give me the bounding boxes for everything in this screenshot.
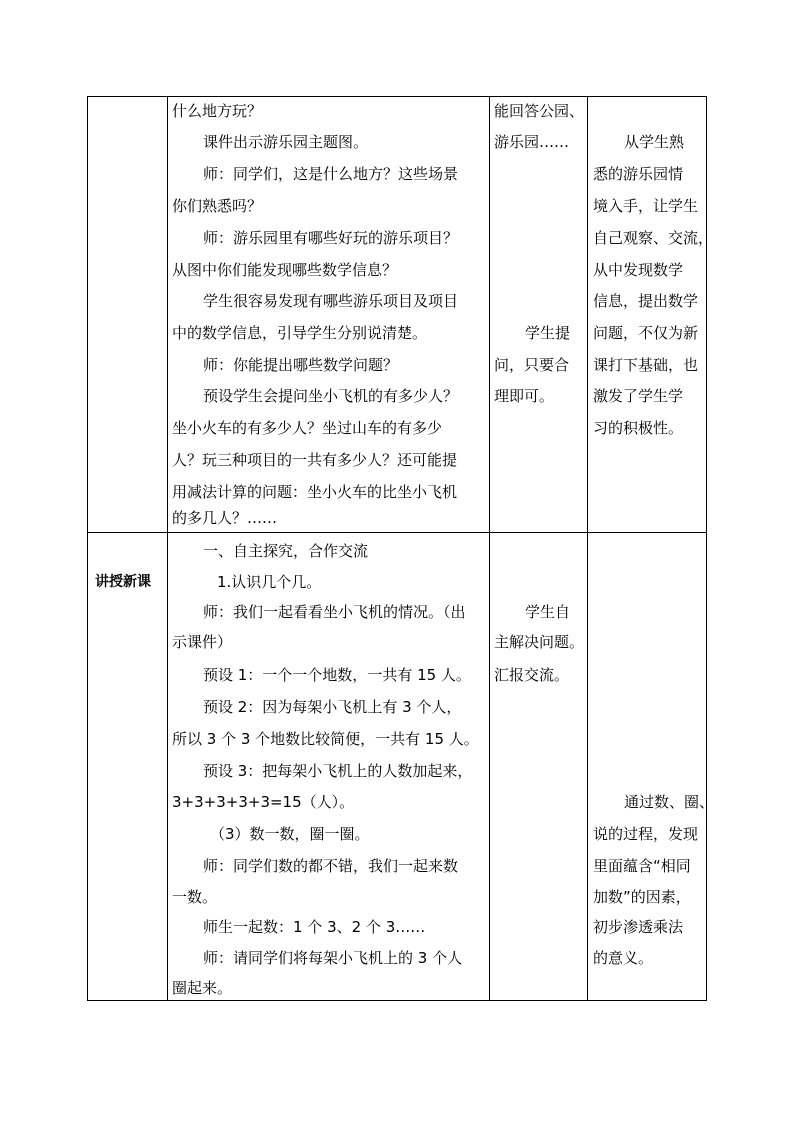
process-line: 圈起来。: [172, 979, 233, 997]
process-line: 预设 2：因为每架小飞机上有 3 个人，: [203, 698, 462, 716]
process-line: 预设学生会提问坐小飞机的有多少人？: [203, 387, 459, 405]
intent-line: 通过数、圈、: [624, 793, 715, 811]
process-line: 用减法计算的问题：坐小火车的比坐小飞机: [172, 483, 458, 501]
intent-line: 从学生熟: [624, 133, 685, 151]
intent-line: 的意义。: [593, 949, 654, 967]
intent-line: 初步渗透乘法: [593, 918, 684, 936]
process-line: 师：游乐园里有哪些好玩的游乐项目？: [203, 229, 459, 247]
intent-line: 里面蕴含“相同: [593, 857, 691, 875]
student-line: 理即可。: [494, 387, 555, 405]
intent-line: 加数”的因素，: [593, 888, 691, 906]
stage-label: 讲授新课: [95, 574, 151, 590]
process-line: 你们熟悉吗？: [172, 197, 263, 215]
intent-line: 激发了学生学: [593, 387, 684, 405]
process-line: 师：你能提出哪些数学问题？: [203, 356, 399, 374]
intent-line: 课打下基础，也: [593, 356, 699, 374]
column-border-stage: [167, 96, 168, 1001]
table-top-border: [87, 96, 707, 97]
student-line: 汇报交流。: [494, 666, 570, 684]
process-line: 师：我们一起看看坐小飞机的情况。（出: [203, 603, 466, 621]
process-line: 课件出示游乐园主题图。: [203, 133, 369, 151]
student-line: 游乐园……: [494, 133, 570, 151]
intent-line: 自己观察、交流，: [593, 229, 714, 247]
process-line: 师生一起数：1 个 3、2 个 3……: [203, 918, 426, 936]
process-line: 人？玩三种项目的一共有多少人？还可能提: [172, 451, 458, 469]
intent-line: 习的积极性。: [593, 419, 684, 437]
column-border-process: [489, 96, 490, 1001]
intent-line: 悉的游乐园情: [593, 165, 684, 183]
process-line: 一数。: [172, 888, 218, 906]
process-line: 示课件）: [172, 633, 233, 651]
process-line: 预设 1：一个一个地数，一共有 15 人。: [203, 666, 471, 684]
process-line: 从图中你们能发现哪些数学信息？: [172, 261, 398, 279]
process-line: 的多几人？……: [172, 509, 278, 527]
process-line: 师：请同学们将每架小飞机上的 3 个人: [203, 949, 463, 967]
student-line: 能回答公园、: [494, 102, 585, 120]
intent-line: 说的过程，发现: [593, 825, 699, 843]
process-line: 1.认识几个几。: [217, 573, 322, 591]
intent-line: 问题，不仅为新: [593, 324, 699, 342]
intent-line: 境入手，让学生: [593, 197, 699, 215]
column-border-student: [587, 96, 588, 1001]
student-line: 问，只要合: [494, 356, 570, 374]
process-line: 师：同学们，这是什么地方？这些场景: [203, 165, 459, 183]
process-line: 坐小火车的有多少人？坐过山车的有多少: [172, 419, 443, 437]
process-line: 什么地方玩？: [172, 102, 263, 120]
process-line: 学生很容易发现有哪些游乐项目及项目: [203, 292, 459, 310]
table-bottom-border: [87, 1000, 707, 1001]
process-line: （3）数一数，圈一圈。: [210, 825, 370, 843]
process-line: 师：同学们数的都不错，我们一起来数: [203, 857, 459, 875]
column-border-left: [87, 96, 88, 1001]
intent-line: 信息，提出数学: [593, 292, 699, 310]
process-line: 所以 3 个 3 个地数比较简便，一共有 15 人。: [172, 730, 479, 748]
process-line: 中的数学信息，引导学生分别说清楚。: [172, 324, 428, 342]
intent-line: 从中发现数学: [593, 261, 684, 279]
process-line: 预设 3：把每架小飞机上的人数加起来，: [203, 762, 473, 780]
student-line: 学生提: [525, 324, 571, 342]
process-line: 3+3+3+3+3=15（人）。: [172, 793, 355, 811]
student-line: 学生自: [525, 603, 571, 621]
student-line: 主解决问题。: [494, 633, 585, 651]
process-line: 一、自主探究，合作交流: [203, 542, 369, 560]
row-divider: [87, 532, 707, 533]
